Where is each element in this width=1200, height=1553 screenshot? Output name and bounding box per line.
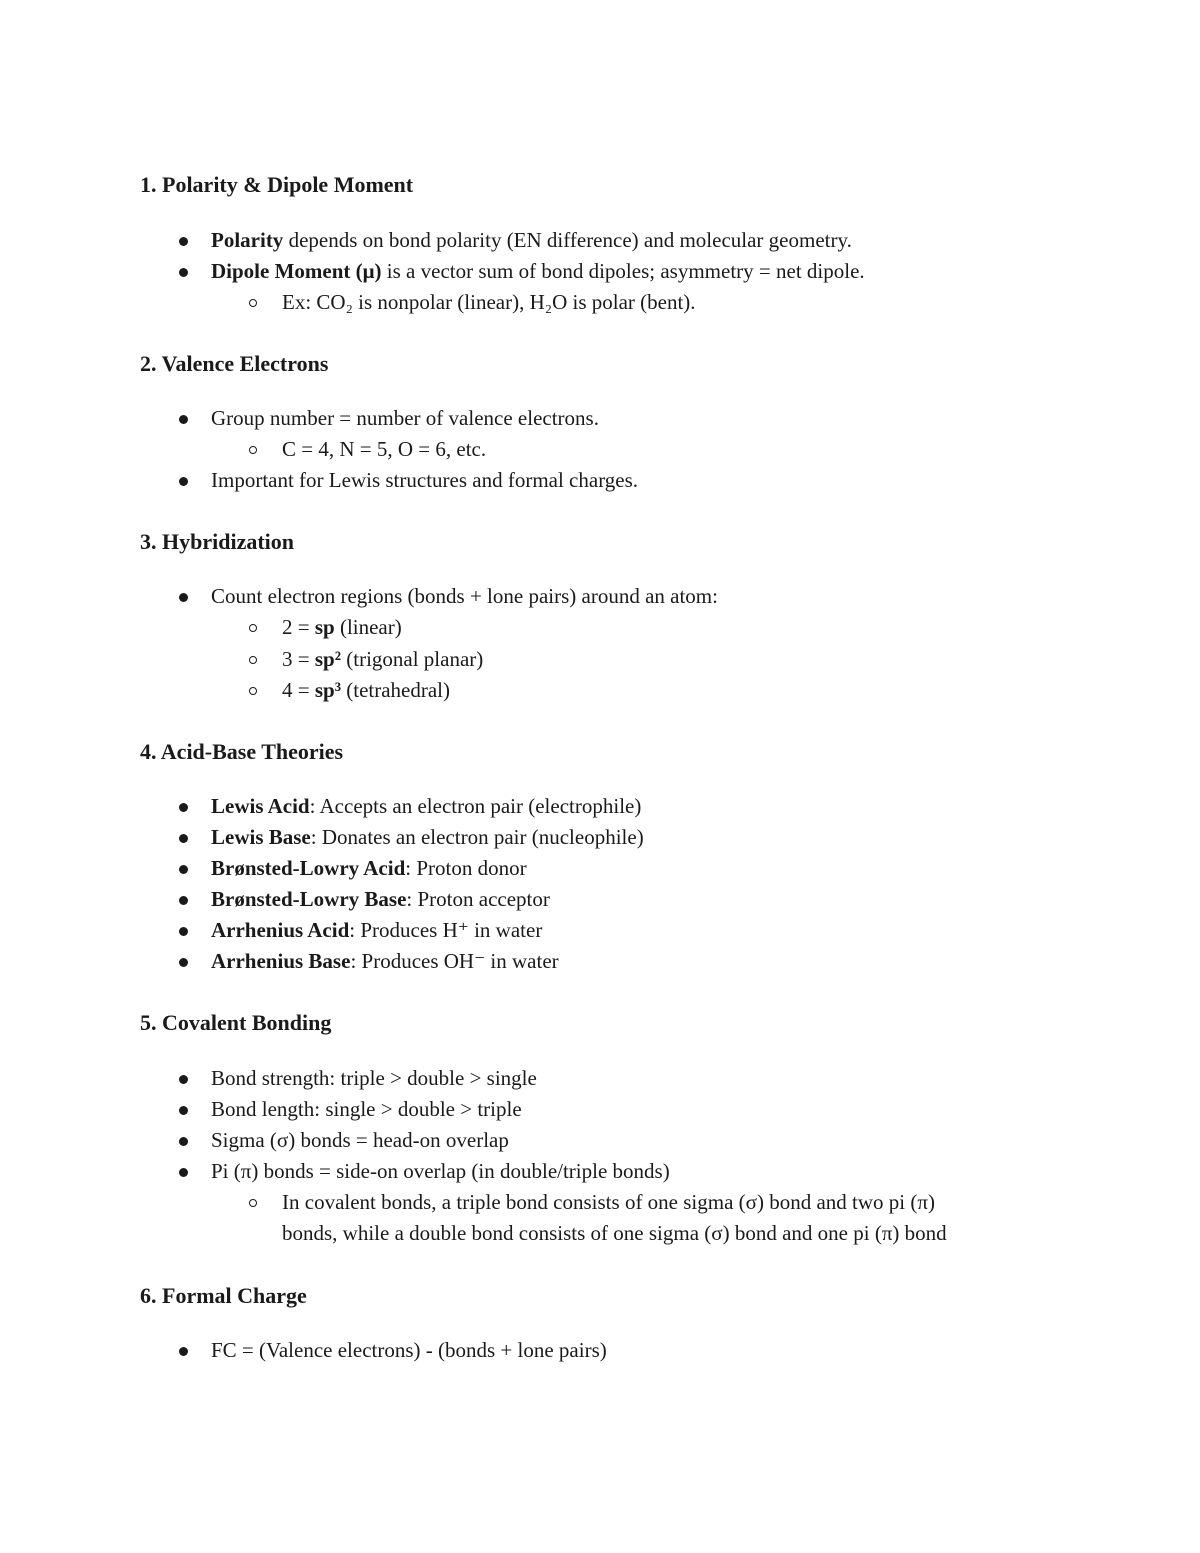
sub-list-item-continued: bonds, while a double bond consists of one sigma (σ) bond and one pi (π) bond [282, 1221, 947, 1245]
term: Arrhenius Base [211, 949, 351, 973]
list-item [211, 884, 550, 915]
bullet-icon [179, 834, 188, 843]
list-item: Sigma (σ) bonds = head-on overlap [211, 1128, 509, 1152]
list-item [211, 225, 852, 256]
bullet-icon [179, 268, 188, 277]
bullet-icon [179, 865, 188, 874]
term: Brønsted-Lowry Base [211, 887, 407, 911]
sub-bullet-icon [249, 1199, 257, 1207]
term: sp [314, 615, 335, 639]
term: Arrhenius Acid [211, 918, 350, 942]
item-text: (linear) [334, 615, 402, 639]
term: Brønsted-Lowry Acid [211, 856, 406, 880]
sub-bullet-icon [249, 446, 257, 454]
item-text: depends on bond polarity (EN difference) and molecular geometry. [283, 228, 852, 252]
list-item [211, 791, 641, 822]
section-heading: 4. Acid-Base Theories [140, 739, 344, 764]
item-text: is a vector sum of bond dipoles; asymmetry = net dipole. [381, 259, 865, 283]
sub-list-item: Ex: CO₂ is nonpolar (linear), H₂O is polar (bent). [282, 290, 696, 314]
bullet-icon [179, 1168, 188, 1177]
item-text: 3 = [282, 647, 315, 671]
section-heading: 1. Polarity & Dipole Moment [140, 172, 414, 197]
term: Polarity [211, 228, 284, 252]
list-item [211, 822, 644, 853]
bullet-icon [179, 237, 188, 246]
bullet-icon [179, 958, 188, 967]
list-item: Pi (π) bonds = side-on overlap (in double/triple bonds) [211, 1159, 670, 1183]
section-heading: 3. Hybridization [140, 529, 295, 554]
sub-bullet-icon [249, 624, 257, 632]
term: Lewis Acid [211, 794, 310, 818]
list-item: Bond strength: triple > double > single [211, 1066, 537, 1090]
bullet-icon [179, 803, 188, 812]
list-item [211, 946, 559, 977]
bullet-icon [179, 896, 188, 905]
item-text: : Produces OH⁻ in water [350, 949, 559, 973]
sub-bullet-icon [249, 656, 257, 664]
list-item [211, 256, 865, 287]
term: Lewis Base [211, 825, 311, 849]
item-text: : Proton donor [405, 856, 527, 880]
list-item [211, 853, 527, 884]
item-text: (tetrahedral) [341, 678, 451, 702]
sub-list-item [282, 612, 402, 643]
section-heading: 2. Valence Electrons [140, 351, 329, 376]
list-item: Count electron regions (bonds + lone pairs) around an atom: [211, 584, 718, 608]
section-heading: 6. Formal Charge [140, 1283, 307, 1308]
item-text: : Proton acceptor [406, 887, 550, 911]
bullet-icon [179, 477, 188, 486]
bullet-icon [179, 1347, 188, 1356]
section-heading: 5. Covalent Bonding [140, 1010, 332, 1035]
bullet-icon [179, 593, 188, 602]
bullet-icon [179, 1075, 188, 1084]
list-item [211, 915, 542, 946]
sub-list-item: In covalent bonds, a triple bond consists of one sigma (σ) bond and two pi (π) [282, 1190, 935, 1214]
sub-bullet-icon [249, 687, 257, 695]
list-item: Important for Lewis structures and formal charges. [211, 468, 639, 492]
item-text: : Donates an electron pair (nucleophile) [310, 825, 644, 849]
bullet-icon [179, 415, 188, 424]
sub-list-item [282, 644, 483, 675]
list-item: Group number = number of valence electrons. [211, 406, 599, 430]
term: Dipole Moment (μ) [211, 259, 382, 283]
term: sp³ [314, 678, 341, 702]
list-item: Bond length: single > double > triple [211, 1097, 522, 1121]
sub-bullet-icon [249, 299, 257, 307]
item-text: 4 = [282, 678, 315, 702]
item-text: (trigonal planar) [341, 647, 484, 671]
item-text: : Accepts an electron pair (electrophile) [309, 794, 642, 818]
sub-list-item [282, 675, 450, 706]
bullet-icon [179, 1137, 188, 1146]
list-item: FC = (Valence electrons) - (bonds + lone pairs) [211, 1338, 607, 1362]
item-text: : Produces H⁺ in water [349, 918, 543, 942]
bullet-icon [179, 927, 188, 936]
bullet-icon [179, 1106, 188, 1115]
term: sp² [314, 647, 341, 671]
sub-list-item: C = 4, N = 5, O = 6, etc. [282, 437, 487, 461]
item-text: 2 = [282, 615, 315, 639]
